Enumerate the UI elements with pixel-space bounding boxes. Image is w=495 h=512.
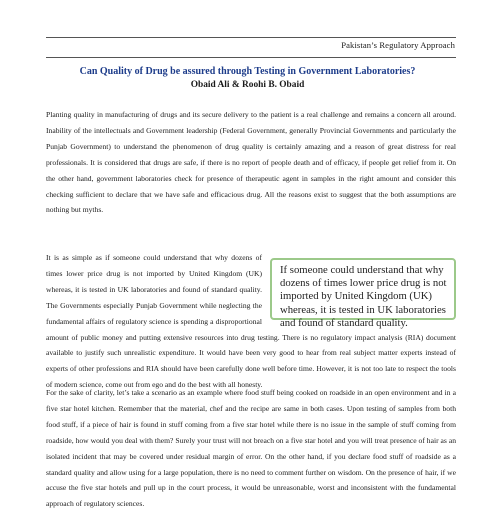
article-title: Can Quality of Drug be assured through Testing in Government Laboratories? [79,66,416,77]
pull-quote: If someone could understand that why dozens of times lower price drug is not imported by United Kingdom (UK) whereas, it is tested in UK laboratories and found of standard quality. [270,258,456,320]
paragraph-1: Planting quality in manufacturing of drugs and its secure delivery to the patient is a real challenge and remains a concern all around. Inability of the intellectuals and Government leadership (Federal Government, generally Provincial Governments and particularly the Punjab Government) to understand the phenomenon of drug quality is certainly amazing and a reason of great distress for real professionals. It is considered that drugs are safe, if there is no report of people death and of efficacy, if people get relief from it. On the other hand, government laboratories check for presence of therapeutic agent in samples in the right amount and consider this checking sufficient to declare that we have safe and efficacious drug. All the reasons exist to suggest that the both assumptions are nothing but myths. [46,110,456,215]
paragraph-3: For the sake of clarity, let’s take a scenario as an example where food stuff being cooked on roadside in an open environment and in a five star hotel kitchen. Remember that the material, chef and the recipe are same in both cases. Upon testing of samples from both food stuff, if a piece of hair is found in stuff coming from a five star hotel while there is no issue in the sample of stuff coming from roadside, how would you deal with them? Surely your trust will not breach on a five star hotel and you will treat presence of hair as an isolated incident that may be covered under residual margin of error. On the other hand, if you declare food stuff of roadside as a standard quality and allow using for a large population, there is no need to comment further on wisdom. On the presence of hair, if we accuse the five star hotels and pull up in the court process, it would be unreasonable, worst and inconsistent with the fundamental approach of regulatory sciences. [46,388,456,509]
running-header: Pakistan’s Regulatory Approach [341,40,455,50]
header-rule-top [46,37,456,38]
paragraph-2: It is as simple as if someone could understand that why dozens of times lower price drug is not imported by United Kingdom (UK) whereas, it is tested in UK laboratories and found of standard quality. The Governments especially Punjab Government while neglecting the fundamental affairs of regulatory science is spending a disproportional amount of public money and putting extensive resources into drug testing. There is no regulatory impact analysis (RIA) document available to justify such unrealistic expenditure. It would have been very good to hear from real subject matter experts instead of experts of other professions and RIA should have been carefully done well before time. However, it is not too late to respect the tools of modern science, come out from ego and do the best with all honesty. [46,253,456,390]
article-authors: Obaid Ali & Roohi B. Obaid [190,80,305,90]
header-rule-bottom [46,57,456,58]
paragraph-2-container [46,250,456,393]
